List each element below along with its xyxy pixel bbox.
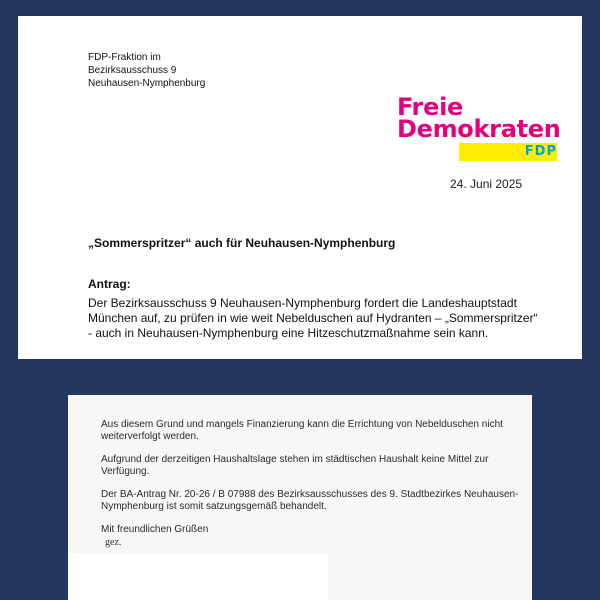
letter-subject: „Sommerspritzer“ auch für Neuhausen-Nymphenburg [88,236,396,250]
redaction-block [68,553,328,600]
reply-line: Aus diesem Grund und mangels Finanzierung kann die Errichtung von Nebelduschen nicht [101,419,503,430]
reply-scan [68,395,532,600]
reply-line: Nymphenburg ist somit satzungsgemäß behandelt. [101,501,327,512]
sender-line: FDP-Fraktion im [88,52,161,63]
reply-line: Der BA-Antrag Nr. 20-26 / B 07988 des Bezirksausschusses des 9. Stadtbezirkes Neuhausen- [101,489,519,500]
reply-line: Verfügung. [101,466,150,477]
sender-address [88,51,205,90]
antrag-line: - auch in Neuhausen-Nymphenburg eine Hitzeschutzmaßnahme sein kann. [88,326,489,340]
letter-date: 24. Juni 2025 [450,177,523,191]
reply-line: Aufgrund der derzeitigen Haushaltslage stehen im städtischen Haushalt keine Mittel zur [101,454,489,465]
reply-paragraph [101,419,526,443]
reply-line: Mit freundlichen Grüßen [101,524,209,535]
antrag-line: Der Bezirksausschuss 9 Neuhausen-Nymphenburg fordert die Landeshauptstadt [88,296,517,310]
logo-fdp-text: FDP [524,144,557,159]
reply-text [101,419,526,547]
antrag-heading: Antrag: [88,277,131,291]
sender-line: Neuhausen-Nymphenburg [88,78,206,89]
reply-paragraph [101,489,526,513]
reply-paragraph [101,454,526,478]
antrag-body [88,296,558,341]
signature-text: gez. [105,537,122,548]
sender-line: Bezirksausschuss 9 [88,65,177,76]
antrag-line: München auf, zu prüfen in wie weit Nebelduschen auf Hydranten – „Sommerspritzer“ [88,311,538,325]
logo-word-freie: Freie [397,93,463,121]
letter-page [18,16,582,359]
logo-word-demokraten: Demokraten [397,115,561,143]
reply-paragraph [101,524,526,536]
fdp-logo [397,93,567,159]
reply-line: weiterverfolgt werden. [101,431,199,442]
